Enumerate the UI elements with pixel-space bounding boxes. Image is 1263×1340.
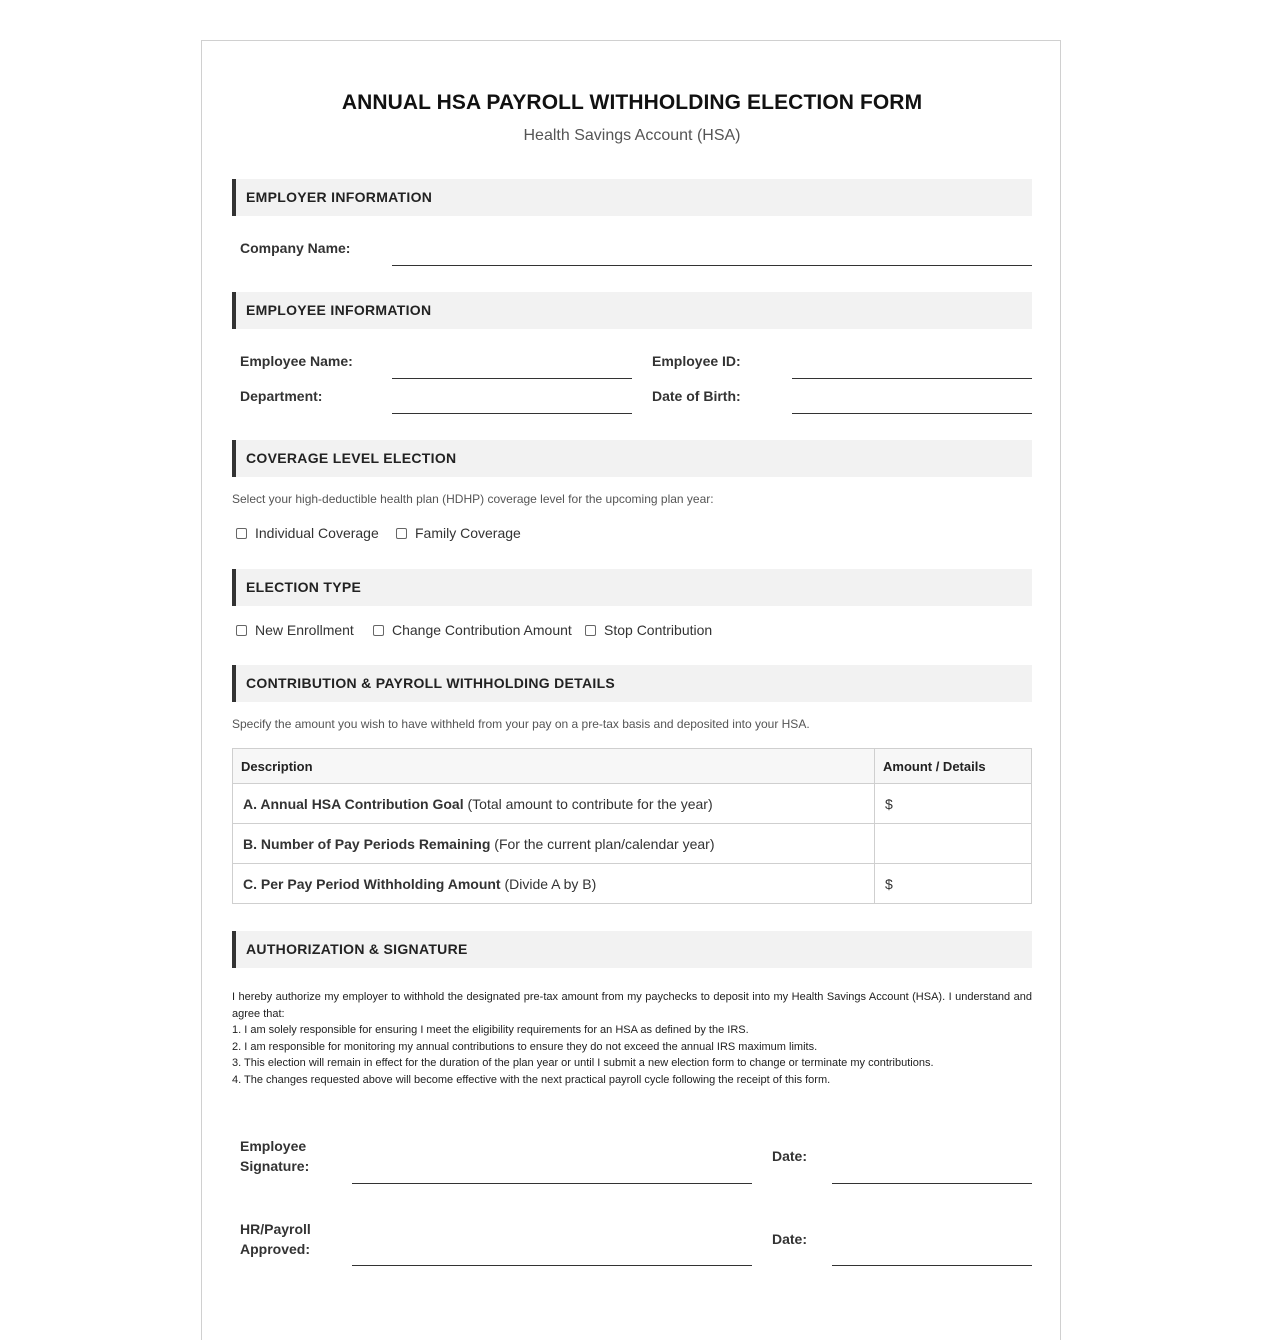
row-title: B. Number of Pay Periods Remaining xyxy=(243,835,491,852)
section-heading: ELECTION TYPE xyxy=(246,579,362,595)
row-description xyxy=(233,824,875,864)
contribution-instruction: Specify the amount you wish to have withheld from your pay on a pre-tax basis and deposited into your HSA. xyxy=(232,717,810,731)
hr-date-label: Date: xyxy=(772,1231,808,1247)
date-of-birth-label: Date of Birth: xyxy=(652,388,741,404)
checkbox-icon xyxy=(373,625,384,636)
form-page xyxy=(201,40,1061,1340)
section-authorization-signature xyxy=(232,931,1032,968)
section-heading: EMPLOYEE INFORMATION xyxy=(246,302,432,318)
section-election-type xyxy=(232,569,1032,606)
row-note: (Divide A by B) xyxy=(500,875,597,892)
employee-date-field[interactable] xyxy=(832,1183,1032,1184)
authorization-item: 3. This election will remain in effect for the duration of the plan year or until I submit a new election form to change or terminate my contributions. xyxy=(232,1057,934,1070)
section-employer-information xyxy=(232,179,1032,216)
employee-name-label: Employee Name: xyxy=(240,353,353,369)
employee-name-field[interactable] xyxy=(392,378,632,379)
company-name-label: Company Name: xyxy=(240,240,351,256)
column-header-description: Description xyxy=(233,749,875,784)
row-title: A. Annual HSA Contribution Goal xyxy=(243,795,464,812)
row-description xyxy=(233,784,875,824)
amount-cell[interactable]: $ xyxy=(875,784,1032,824)
row-note: (Total amount to contribute for the year) xyxy=(463,795,713,812)
column-header-amount: Amount / Details xyxy=(875,749,1032,784)
checkbox-label: Family Coverage xyxy=(415,525,521,541)
authorization-intro: I hereby authorize my employer to withhold the designated pre-tax amount from my paychecks to deposit into my Health Savings Account (HSA). I understand and agree that: xyxy=(232,991,1032,1020)
authorization-item: 4. The changes requested above will become effective with the next practical payroll cycle following the receipt of this form. xyxy=(232,1073,831,1086)
employee-signature-field[interactable] xyxy=(352,1183,752,1184)
authorization-item: 1. I am solely responsible for ensuring I meet the eligibility requirements for an HSA as defined by the IRS. xyxy=(232,1024,749,1037)
authorization-text xyxy=(232,989,1032,1089)
row-title: C. Per Pay Period Withholding Amount xyxy=(243,875,501,892)
section-heading: CONTRIBUTION & PAYROLL WITHHOLDING DETAILS xyxy=(246,675,616,691)
table-header-row xyxy=(233,749,1032,784)
checkbox-icon xyxy=(585,625,596,636)
coverage-instruction: Select your high-deductible health plan (HDHP) coverage level for the upcoming plan year: xyxy=(232,492,714,506)
checkbox-label: Individual Coverage xyxy=(255,525,379,541)
new-enrollment-checkbox[interactable] xyxy=(236,622,354,638)
individual-coverage-checkbox[interactable] xyxy=(236,525,379,541)
checkbox-icon xyxy=(236,528,247,539)
section-heading: AUTHORIZATION & SIGNATURE xyxy=(246,941,468,957)
employee-date-label: Date: xyxy=(772,1148,808,1164)
section-heading: EMPLOYER INFORMATION xyxy=(246,189,433,205)
table-row xyxy=(233,784,1032,824)
checkbox-icon xyxy=(396,528,407,539)
department-field[interactable] xyxy=(392,413,632,414)
hr-approval-label: HR/Payroll Approved: xyxy=(240,1221,311,1257)
hr-signature-field[interactable] xyxy=(352,1265,752,1266)
amount-cell[interactable] xyxy=(875,824,1032,864)
amount-cell[interactable]: $ xyxy=(875,864,1032,904)
employee-id-field[interactable] xyxy=(792,378,1032,379)
row-note: (For the current plan/calendar year) xyxy=(490,835,715,852)
table-row xyxy=(233,864,1032,904)
family-coverage-checkbox[interactable] xyxy=(396,525,521,541)
row-description xyxy=(233,864,875,904)
section-heading: COVERAGE LEVEL ELECTION xyxy=(246,450,457,466)
authorization-item: 2. I am responsible for monitoring my annual contributions to ensure they do not exceed the annual IRS maximum limits. xyxy=(232,1040,818,1053)
table-row xyxy=(233,824,1032,864)
date-of-birth-field[interactable] xyxy=(792,413,1032,414)
checkbox-icon xyxy=(236,625,247,636)
section-contribution-details xyxy=(232,665,1032,702)
change-contribution-checkbox[interactable] xyxy=(373,622,572,638)
section-coverage-level-election xyxy=(232,440,1032,477)
form-subtitle: Health Savings Account (HSA) xyxy=(523,127,741,144)
checkbox-label: Stop Contribution xyxy=(604,622,713,638)
checkbox-label: Change Contribution Amount xyxy=(392,622,572,638)
company-name-field[interactable] xyxy=(392,265,1032,266)
contribution-table xyxy=(232,748,1032,904)
department-label: Department: xyxy=(240,388,323,404)
employee-signature-label: Employee Signature: xyxy=(240,1138,310,1174)
form-title: ANNUAL HSA PAYROLL WITHHOLDING ELECTION FORM xyxy=(341,91,923,114)
section-employee-information xyxy=(232,292,1032,329)
stop-contribution-checkbox[interactable] xyxy=(585,622,712,638)
checkbox-label: New Enrollment xyxy=(255,622,354,638)
hr-date-field[interactable] xyxy=(832,1265,1032,1266)
employee-id-label: Employee ID: xyxy=(652,353,741,369)
